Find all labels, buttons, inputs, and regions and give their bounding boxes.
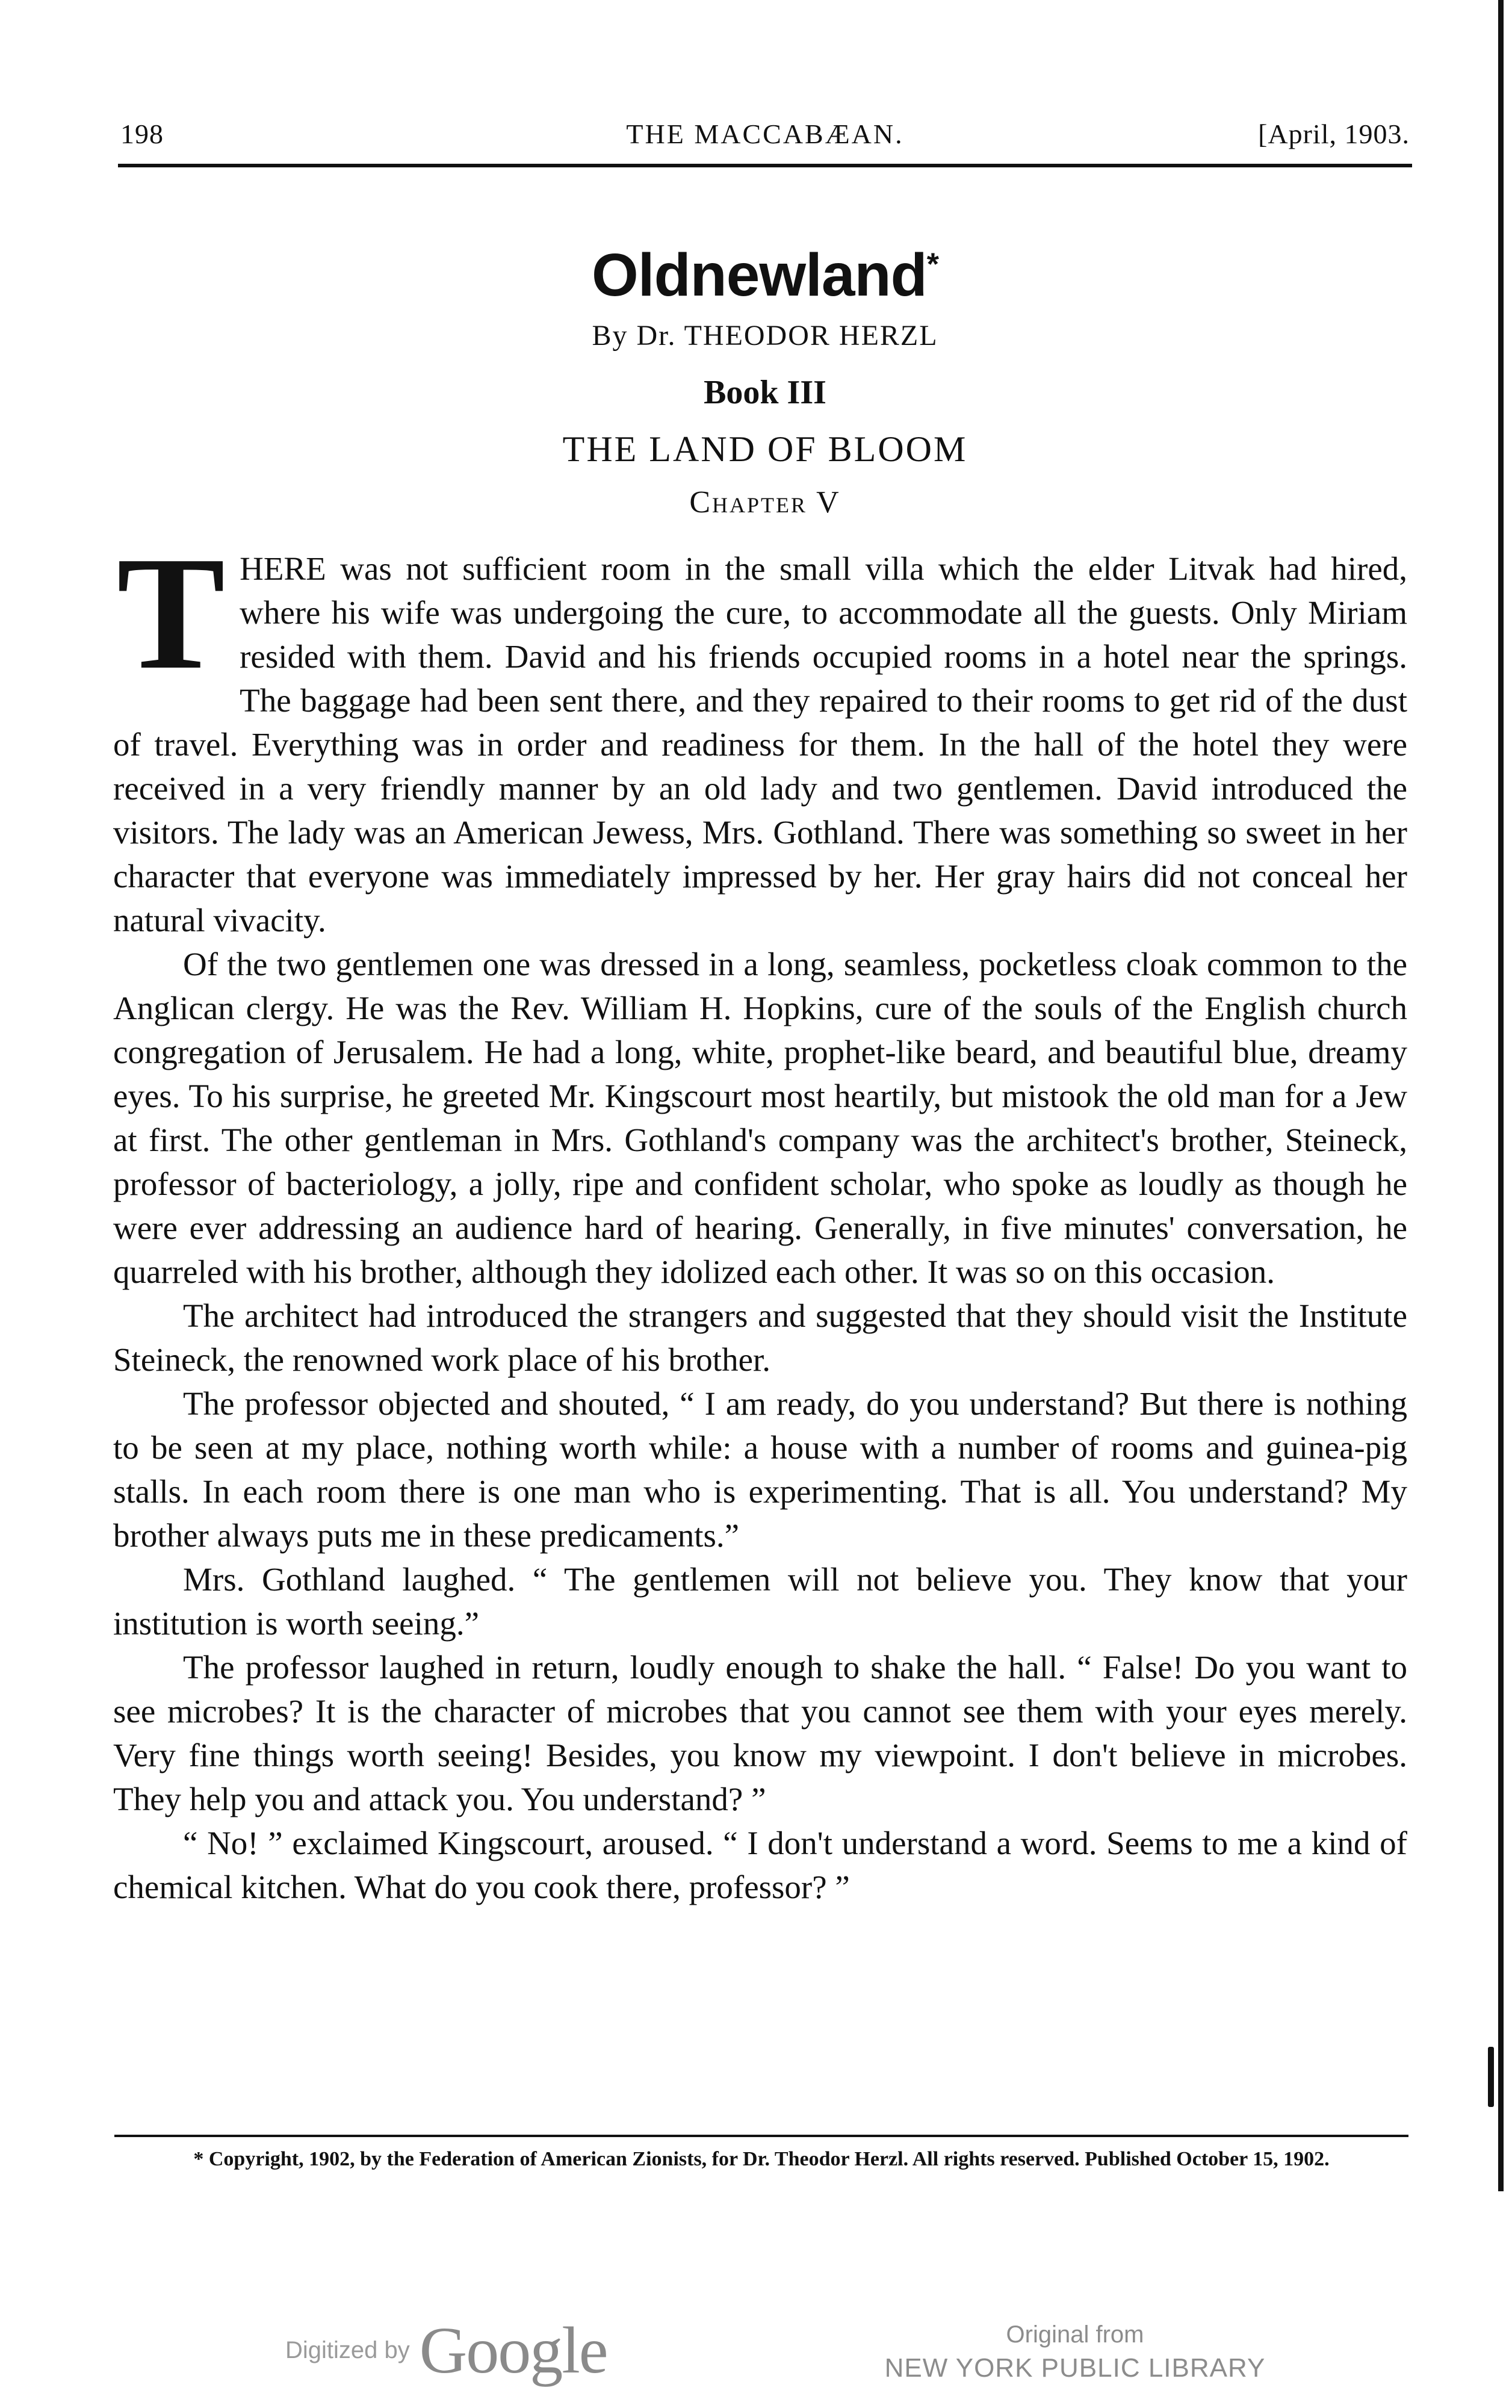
byline: By Dr. THEODOR HERZL [592,320,938,352]
paragraph: “ No! ” exclaimed Kingscourt, aroused. “ I don't understand a word. Seems to me a kind of chemical kitchen. What do you cook there, professor? ” [113,1825,1407,1905]
article-body [113,523,1407,1909]
page-edge-shadow [1498,0,1504,2191]
digitized-by-watermark [285,2314,607,2386]
copyright-footnote: * Copyright, 1902, by the Federation of American Zionists, for Dr. Theodor Herzl. All rights reserved. Published October 15, 1902. [193,2148,1330,2170]
header-rule [118,164,1412,167]
paragraph: Of the two gentlemen one was dressed in a long, seamless, pocketless cloak common to the Anglican clergy. He was the Rev. William H. Hopkins, cure of the souls of the English church congregation of Jerusalem. He had a long, white, prophet-like beard, and beautiful blue, dreamy eyes. To his surprise, he greeted Mr. Kingscourt most heartily, but mistook the old man for a Jew at first. The other gentleman in Mrs. Gothland's company was the architect's brother, Steineck, professor of bacteriology, a jolly, ripe and confident scholar, who spoke as loudly as though he were ever addressing an audience hard of hearing. Generally, in five minutes' conversation, he quarreled with his brother, although they idolized each other. It was so on this occasion. [113,946,1407,1290]
paragraph: Mrs. Gothland laughed. “ The gentlemen will not believe you. They know that your institution is worth seeing.” [113,1561,1407,1642]
part-title: THE LAND OF BLOOM [562,429,968,469]
book-heading: Book III [704,374,826,411]
library-name: NEW YORK PUBLIC LIBRARY [884,2353,1266,2383]
paragraph: The professor laughed in return, loudly enough to shake the hall. “ False! Do you want to see microbes? It is the character of microbes that you cannot see them with your eyes merely. Very fine things worth seeing! Besides, you know my viewpoint. I don't believe in microbes. They help you and attack you. You understand? ” [113,1649,1407,1817]
digitized-by-label: Digitized by [285,2336,410,2363]
paragraph: The architect had introduced the strangers and suggested that they should visit the Institute Steineck, the renowned work place of his brother. [113,1297,1407,1378]
page-number: 198 [120,119,164,149]
article-title-text: Oldnewland [592,241,927,309]
issue-date: [April, 1903. [1258,119,1410,149]
google-logo: Google [419,2313,607,2387]
footnote-marker: * [926,247,938,282]
article-title [120,241,1410,310]
original-from-watermark [864,2321,1286,2383]
chapter-heading: Chapter V [689,485,841,520]
paragraph-text: HERE was not sufficient room in the small villa which the elder Litvak had hired, where his wife was undergoing the cure, to accommodate all the guests. Only Miriam resided with them. David and his friends occupied rooms in a hotel near the springs. The baggage had been sent there, and they repaired to their rooms to get rid of the dust of travel. Everything was in order and readiness for them. In the hall of the hotel they were received in a very friendly manner by an old lady and two gentlemen. David introduced the visitors. The lady was an American Jewess, Mrs. Gothland. There was something so sweet in her character that everyone was immediately impressed by her. Her gray hairs did not conceal her natural vivacity. [113,550,1407,939]
running-head [120,118,1410,154]
drop-cap: T [117,523,226,703]
paragraph: The professor objected and shouted, “ I am ready, do you understand? But there is nothing to be seen at my place, nothing worth while: a house with a number of rooms and guinea-pig stalls. In each room there is one man who is experimenting. That is all. You understand? My brother always puts me in these predicaments.” [113,1385,1407,1554]
page-edge-mark [1488,2047,1494,2107]
footnote-rule [114,2135,1408,2137]
original-from-label: Original from [1006,2321,1144,2348]
paragraph [113,523,1407,942]
journal-title: THE MACCABÆAN. [626,119,904,149]
